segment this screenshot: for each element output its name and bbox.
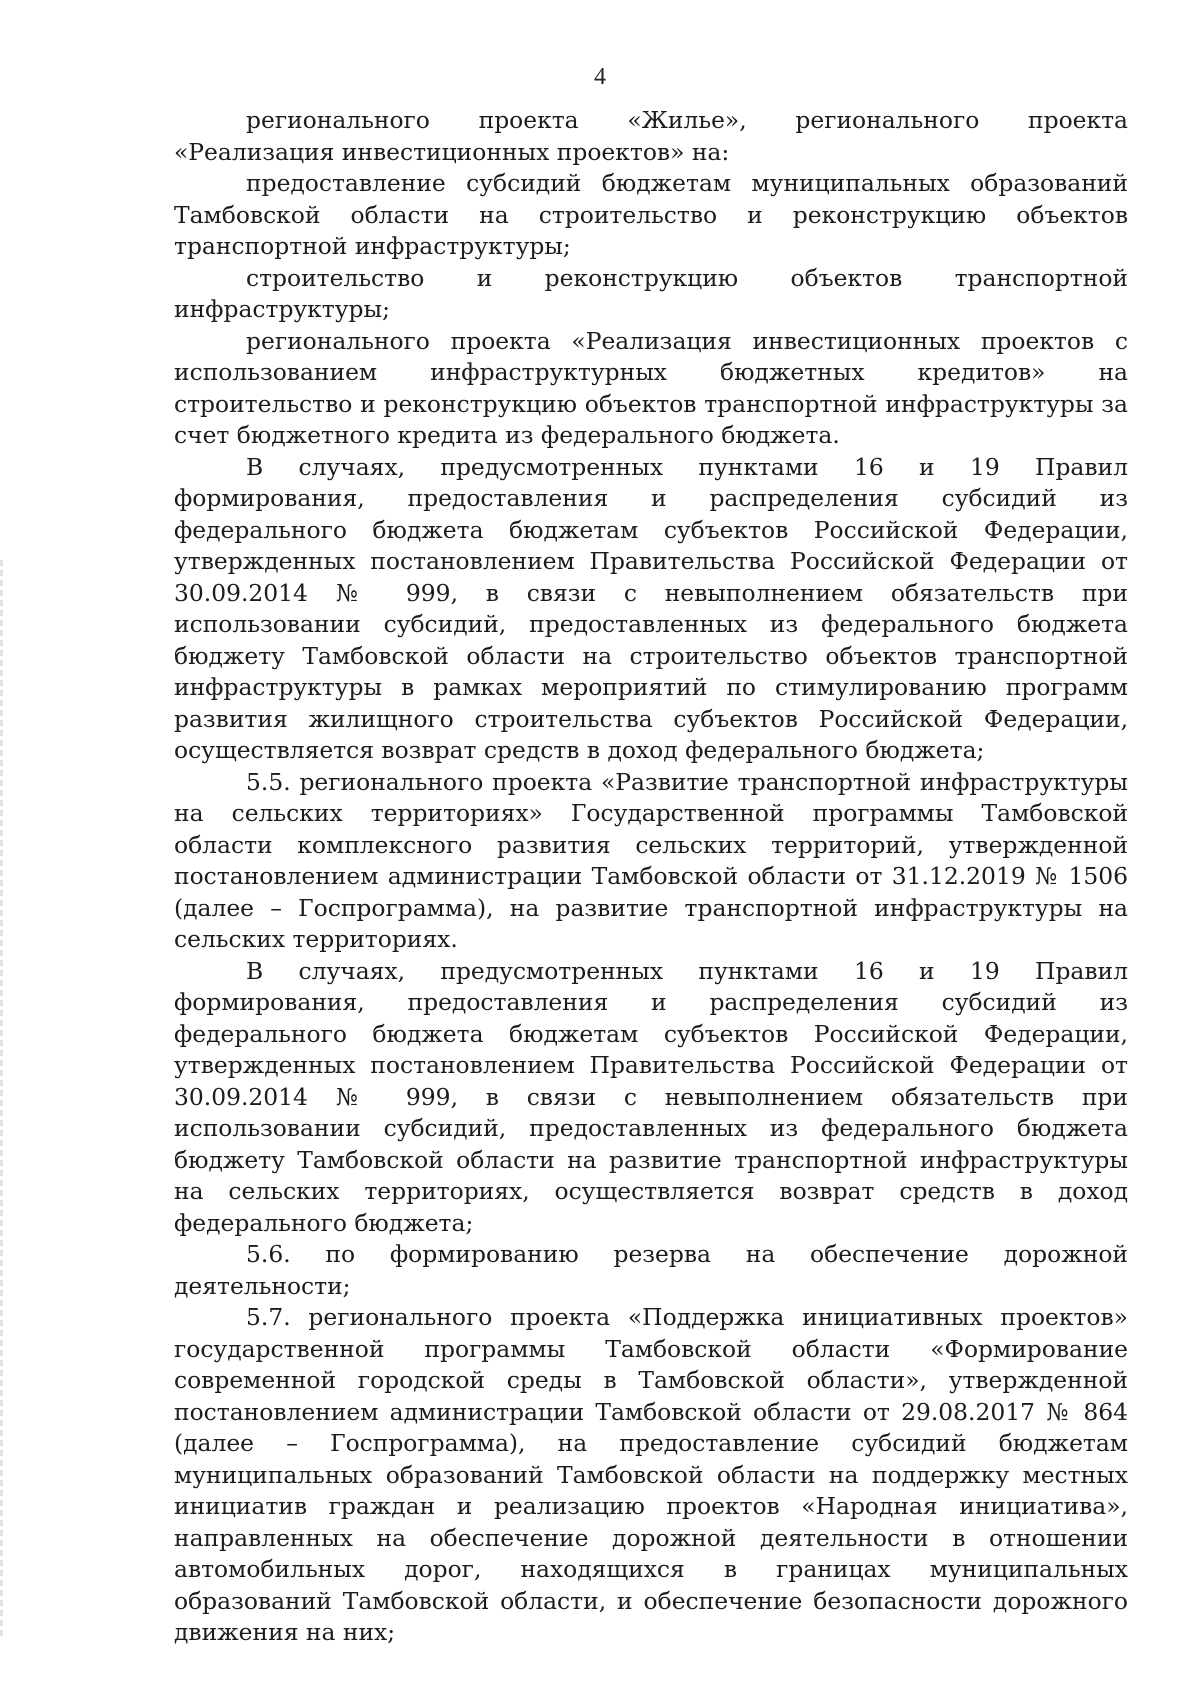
- paragraph-4: регионального проекта «Реализация инвестиционных проектов с использованием инфраструктурных бюджетных кредитов» на строительство и реконструкцию объектов транспортной инфраструктуры за счет бюджетного кредита из федерального бюджета.: [174, 326, 1128, 449]
- paragraph-7: В случаях, предусмотренных пунктами 16 и 19 Правил формирования, предоставления и распределения субсидий из федерального бюджета бюджетам субъектов Российской Федерации, утвержденных постановлением Правительства Российской Федерации от 30.09.2014 № 999, в связи с невыполнением обязательств при использовании субсидий, предоставленных из федерального бюджета бюджету Тамбовской области на развитие транспортной инфраструктуры на сельских территориях, осуществляется возврат средств в доход федерального бюджета;: [174, 956, 1128, 1237]
- paragraph-5-5: 5.5. регионального проекта «Развитие транспортной инфраструктуры на сельских территориях» Государственной программы Тамбовской области комплексного развития сельских территорий, утвержденной постановлением администрации Тамбовской области от 31.12.2019 № 1506 (далее – Госпрограмма), на развитие транспортной инфраструктуры на сельских территориях.: [174, 767, 1128, 953]
- paragraph-2: предоставление субсидий бюджетам муниципальных образований Тамбовской области на строительство и реконструкцию объектов транспортной инфраструктуры;: [174, 169, 1128, 260]
- paragraph-5: В случаях, предусмотренных пунктами 16 и 19 Правил формирования, предоставления и распределения субсидий из федерального бюджета бюджетам субъектов Российской Федерации, утвержденных постановлением Правительства Российской Федерации от 30.09.2014 № 999, в связи с невыполнением обязательств при использовании субсидий, предоставленных из федерального бюджета бюджету Тамбовской области на строительство объектов транспортной инфраструктуры в рамках мероприятий по стимулированию программ развития жилищного строительства субъектов Российской Федерации, осуществляется возврат средств в доход федерального бюджета;: [174, 452, 1128, 764]
- paragraph-5-7: 5.7. регионального проекта «Поддержка инициативных проектов» государственной программы Тамбовской области «Формирование современной городской среды в Тамбовской области», утвержденной постановлением администрации Тамбовской области от 29.08.2017 № 864 (далее – Госпрограмма), на предоставление субсидий бюджетам муниципальных образований Тамбовской области на поддержку местных инициатив граждан и реализацию проектов «Народная инициатива», направленных на обеспечение дорожной деятельности в отношении автомобильных дорог, находящихся в границах муниципальных образований Тамбовской области, и обеспечение безопасности дорожного движения на них;: [174, 1303, 1128, 1646]
- paragraph-5-6: 5.6. по формированию резерва на обеспечение дорожной деятельности;: [174, 1240, 1128, 1300]
- paragraph-1: регионального проекта «Жилье», регионального проекта «Реализация инвестиционных проектов» на:: [174, 106, 1128, 166]
- paragraph-3: строительство и реконструкцию объектов транспортной инфраструктуры;: [174, 263, 1128, 323]
- page-number: 4: [594, 64, 606, 90]
- document-body: [174, 105, 1128, 1649]
- scan-edge-artifact: [0, 560, 3, 1640]
